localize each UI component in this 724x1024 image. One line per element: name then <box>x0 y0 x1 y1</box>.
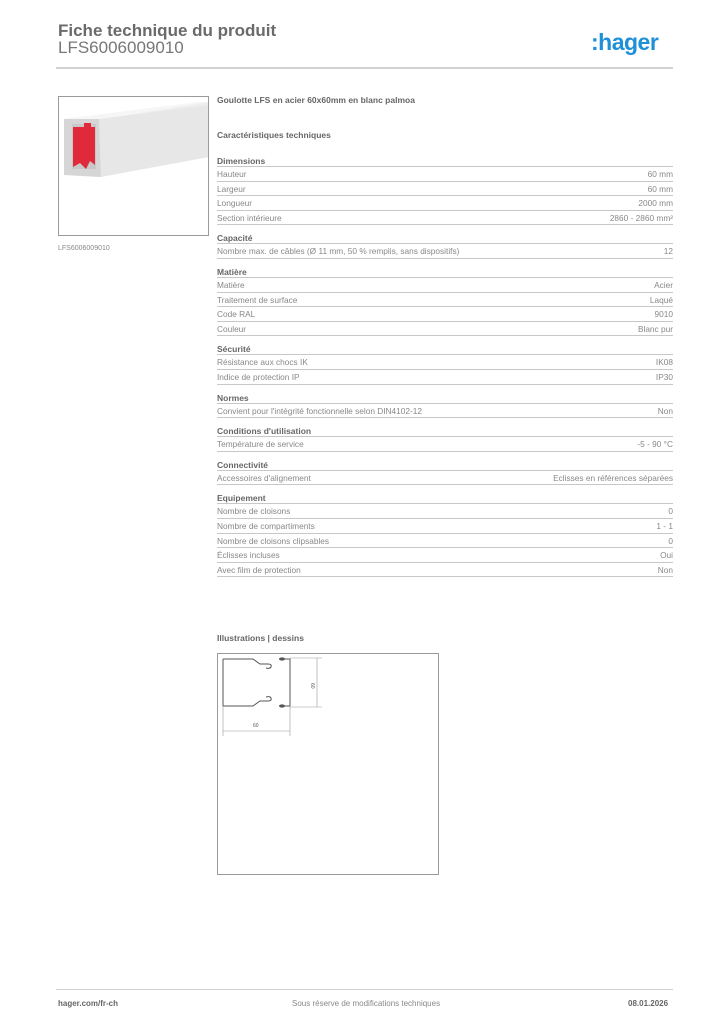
spec-value: Eclisses en références séparées <box>553 472 673 483</box>
spec-label: Résistance aux chocs IK <box>217 357 308 368</box>
spec-row <box>217 293 673 308</box>
spec-label: Avec film de protection <box>217 564 301 575</box>
spec-row <box>217 211 673 226</box>
spec-label: Accessoires d'alignement <box>217 472 311 483</box>
header-sku: LFS6006009010 <box>58 38 184 57</box>
group-securite <box>217 344 673 384</box>
footer-website-link[interactable]: hager.com/fr-ch <box>58 999 119 1008</box>
spec-value: 0 <box>668 506 673 517</box>
spec-row <box>217 471 673 486</box>
spec-row <box>217 534 673 549</box>
group-equipement <box>217 493 673 577</box>
spec-value: Blanc pur <box>637 323 673 334</box>
spec-label: Température de service <box>217 439 304 450</box>
group-title: Matière <box>217 267 673 278</box>
hager-logo: :hager <box>591 29 659 55</box>
group-normes <box>217 393 673 419</box>
cross-section-drawing-icon <box>218 654 440 754</box>
footer-date: 08.01.2026 <box>628 999 669 1008</box>
section-heading: Caractéristiques techniques <box>217 130 331 140</box>
group-title: Normes <box>217 393 673 404</box>
group-title: Sécurité <box>217 344 673 355</box>
spec-label: Hauteur <box>217 169 247 179</box>
spec-row <box>217 519 673 534</box>
group-title: Conditions d'utilisation <box>217 426 673 437</box>
main-content <box>217 95 673 585</box>
spec-value: Laqué <box>649 294 673 305</box>
image-caption: LFS6006009010 <box>58 245 110 252</box>
spec-row <box>217 504 673 519</box>
spec-label: Nombre de cloisons clipsables <box>217 535 330 546</box>
group-capacite <box>217 233 673 259</box>
spec-label: Matière <box>217 279 245 290</box>
spec-label: Nombre de compartiments <box>217 520 315 531</box>
header-title: Fiche technique du produit <box>58 21 277 40</box>
spec-value: -5 - 90 °C <box>637 439 673 450</box>
spec-row <box>217 437 673 452</box>
group-conditions <box>217 426 673 452</box>
spec-row <box>217 355 673 370</box>
spec-row <box>217 182 673 197</box>
group-title: Capacité <box>217 233 673 244</box>
product-description: Goulotte LFS en acier 60x60mm en blanc palmoa <box>217 95 415 105</box>
spec-row <box>217 548 673 563</box>
group-dimensions <box>217 156 673 225</box>
spec-value: IK08 <box>655 357 673 368</box>
spec-label: Largeur <box>217 183 246 194</box>
illustrations-title: Illustrations | dessins <box>217 633 304 643</box>
spec-label: Indice de protection IP <box>217 371 300 382</box>
illustrations-box <box>217 653 439 875</box>
dim-width-label: 60 <box>253 723 259 729</box>
product-image <box>58 96 209 236</box>
spec-label: Éclisses incluses <box>217 550 280 561</box>
spec-row <box>217 370 673 385</box>
spec-label: Couleur <box>217 323 247 334</box>
spec-row <box>217 278 673 293</box>
spec-value: 0 <box>668 535 673 546</box>
spec-value: IP30 <box>655 371 673 382</box>
spec-value: 2860 - 2860 mm² <box>609 212 673 223</box>
spec-row <box>217 244 673 259</box>
spec-row <box>217 563 673 578</box>
spec-value: Non <box>657 564 673 575</box>
spec-value: Non <box>657 405 673 416</box>
group-connectivite <box>217 460 673 486</box>
group-title: Equipement <box>217 493 673 504</box>
spec-label: Traitement de surface <box>217 294 298 305</box>
spec-label: Nombre de cloisons <box>217 506 291 517</box>
spec-row <box>217 404 673 419</box>
footer-divider <box>56 989 673 990</box>
spec-value: 1 - 1 <box>656 520 673 531</box>
group-matiere <box>217 267 673 336</box>
spec-value: Oui <box>660 550 673 561</box>
group-title: Connectivité <box>217 460 673 471</box>
spec-row <box>217 307 673 322</box>
spec-label: Convient pour l'intégrité fonctionnelle selon DIN4102-12 <box>217 405 422 416</box>
header-divider <box>56 67 673 69</box>
spec-row <box>217 196 673 211</box>
spec-value: 12 <box>663 246 673 257</box>
spec-value: 9010 <box>654 309 673 320</box>
spec-value: 60 mm <box>647 169 673 179</box>
dim-height-label: 60 <box>309 683 315 689</box>
spec-value: 60 mm <box>647 183 673 194</box>
footer-disclaimer: Sous réserve de modifications techniques <box>292 999 441 1008</box>
cable-trunking-icon <box>59 97 209 236</box>
spec-label: Nombre max. de câbles (Ø 11 mm, 50 % remplis, sans dispositifs) <box>217 246 460 257</box>
group-title: Dimensions <box>217 156 673 167</box>
spec-label: Code RAL <box>217 309 256 320</box>
spec-row <box>217 167 673 182</box>
spec-label: Section intérieure <box>217 212 282 223</box>
spec-value: Acier <box>654 279 673 290</box>
spec-value: 2000 mm <box>638 198 673 209</box>
spec-row <box>217 322 673 337</box>
spec-label: Longueur <box>217 198 253 209</box>
